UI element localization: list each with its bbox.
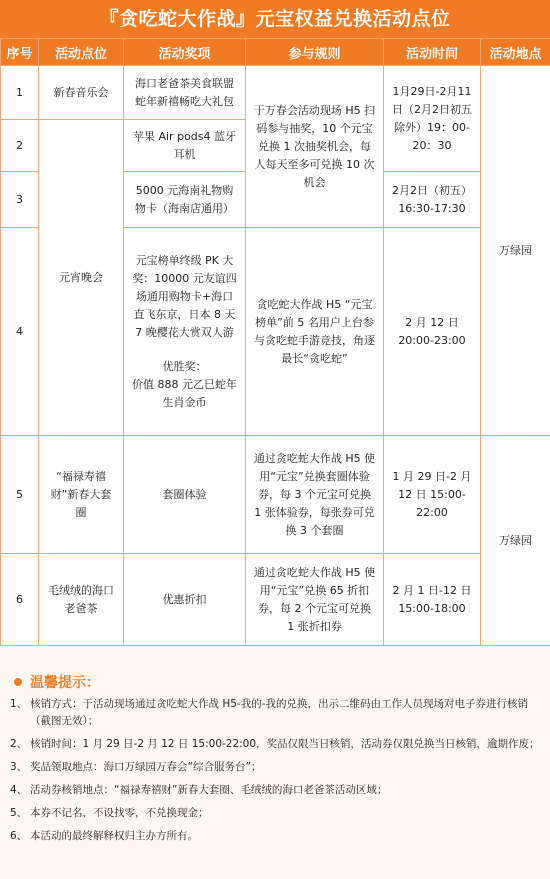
tip-text: 奖品领取地点：海口万绿园万春会“综合服务台”； — [30, 761, 262, 773]
tip-text: 核销方式：于活动现场通过贪吃蛇大作战 H5-我的-我的兑换，出示二维码由工作人员现场对电子券进行核销（截图无效）； — [30, 698, 528, 727]
table-row — [1, 66, 550, 120]
row-no: 5 — [1, 436, 39, 554]
row-no: 2 — [1, 120, 39, 172]
table-row — [1, 436, 550, 554]
row-award: 优惠折扣 — [124, 554, 246, 646]
row-time: 1月29日-2月11日（2月2日初五除外）19：00-20：30 — [384, 66, 481, 172]
tip-item — [10, 828, 540, 845]
header-award: 活动奖项 — [124, 39, 246, 66]
winner-prize-text: 价值 888 元乙巳蛇年生肖金币 — [132, 377, 237, 409]
row-award: 苹果 Air pods4 蓝牙耳机 — [124, 120, 246, 172]
row-point: 新春音乐会 — [39, 66, 124, 120]
row-award: 海口老爸茶美食联盟蛇年新禧畅吃大礼包 — [124, 66, 246, 120]
row-point: 元宵晚会 — [39, 120, 124, 436]
tip-item — [10, 696, 540, 730]
row-time: 1 月 29 日-2 月 12 日 15:00-22:00 — [384, 436, 481, 554]
tip-number: 4、 — [10, 784, 28, 796]
header-no: 序号 — [1, 39, 39, 66]
header-venue: 活动地点 — [481, 39, 550, 66]
tips-title: 温馨提示： — [30, 675, 100, 691]
winner-prize-label: 优胜奖： — [162, 359, 207, 373]
row-rules: 通过贪吃蛇大作战 H5 使用“元宝”兑换 65 折扣券，每 2 个元宝可兑换 1 张折扣券 — [246, 554, 384, 646]
tips-section — [0, 664, 550, 851]
row-no: 4 — [1, 228, 39, 436]
tip-item — [10, 805, 540, 822]
tip-item — [10, 782, 540, 799]
table-header-row — [1, 39, 550, 66]
tip-text: 核销时间：1 月 29 日-2 月 12 日 15:00-22:00，奖品仅限当日核销，活动券仅限兑换当日核销，逾期作废； — [30, 738, 540, 750]
table-row — [1, 554, 550, 646]
row-no: 3 — [1, 172, 39, 228]
tip-text: 本券不记名，不设找零，不兑换现金； — [30, 807, 209, 819]
row-time: 2 月 12 日 20:00-23:00 — [384, 228, 481, 436]
header-point: 活动点位 — [39, 39, 124, 66]
row-no: 6 — [1, 554, 39, 646]
tip-text: 本活动的最终解释权归主办方所有。 — [30, 830, 198, 842]
row-rules: 通过贪吃蛇大作战 H5 使用“元宝”兑换套圈体验券，每 3 个元宝可兑换 1 张体验券，每张券可兑换 3 个套圈 — [246, 436, 384, 554]
tip-item — [10, 736, 540, 753]
row-point: “福禄寿禧财”新春大套圈 — [39, 436, 124, 554]
tip-number: 1、 — [10, 698, 28, 710]
row-award: 5000 元海南礼物购物卡（海南店通用） — [124, 172, 246, 228]
row-rules: 于万春会活动现场 H5 扫码参与抽奖，10 个元宝兑换 1 次抽奖机会，每人每天至多可兑换 10 次机会 — [246, 66, 384, 228]
header-time: 活动时间 — [384, 39, 481, 66]
page-title: 『贪吃蛇大作战』元宝权益兑换活动点位 — [0, 0, 550, 38]
grand-prize-text: 元宝榜单终级 PK 大奖：10000 元友谊四场通用购物卡+海口直飞东京，日本 8 天 7 晚樱花大赏双人游 — [132, 253, 237, 339]
activity-table — [0, 38, 550, 646]
tip-number: 5、 — [10, 807, 28, 819]
tip-number: 6、 — [10, 830, 28, 842]
tips-heading — [14, 672, 540, 692]
header-rules: 参与规则 — [246, 39, 384, 66]
row-time: 2月2日（初五）16:30-17:30 — [384, 172, 481, 228]
row-award — [124, 228, 246, 436]
row-award: 套圈体验 — [124, 436, 246, 554]
row-rules: 贪吃蛇大作战 H5 “元宝榜单”前 5 名用户上台参与贪吃蛇手游竞技，角逐最长“贪吃蛇” — [246, 228, 384, 436]
tip-item — [10, 759, 540, 776]
tip-number: 2、 — [10, 738, 28, 750]
bullet-dot-icon — [14, 678, 22, 686]
row-venue: 万绿园 — [481, 436, 550, 646]
row-point: 毛绒绒的海口老爸茶 — [39, 554, 124, 646]
row-time: 2 月 1 日-12 日 15:00-18:00 — [384, 554, 481, 646]
row-no: 1 — [1, 66, 39, 120]
row-venue: 万绿园 — [481, 66, 550, 436]
tip-number: 3、 — [10, 761, 28, 773]
tip-text: 活动券核销地点：“福禄寿禧财”新春大套圈、毛绒绒的海口老爸茶活动区域； — [30, 784, 388, 796]
